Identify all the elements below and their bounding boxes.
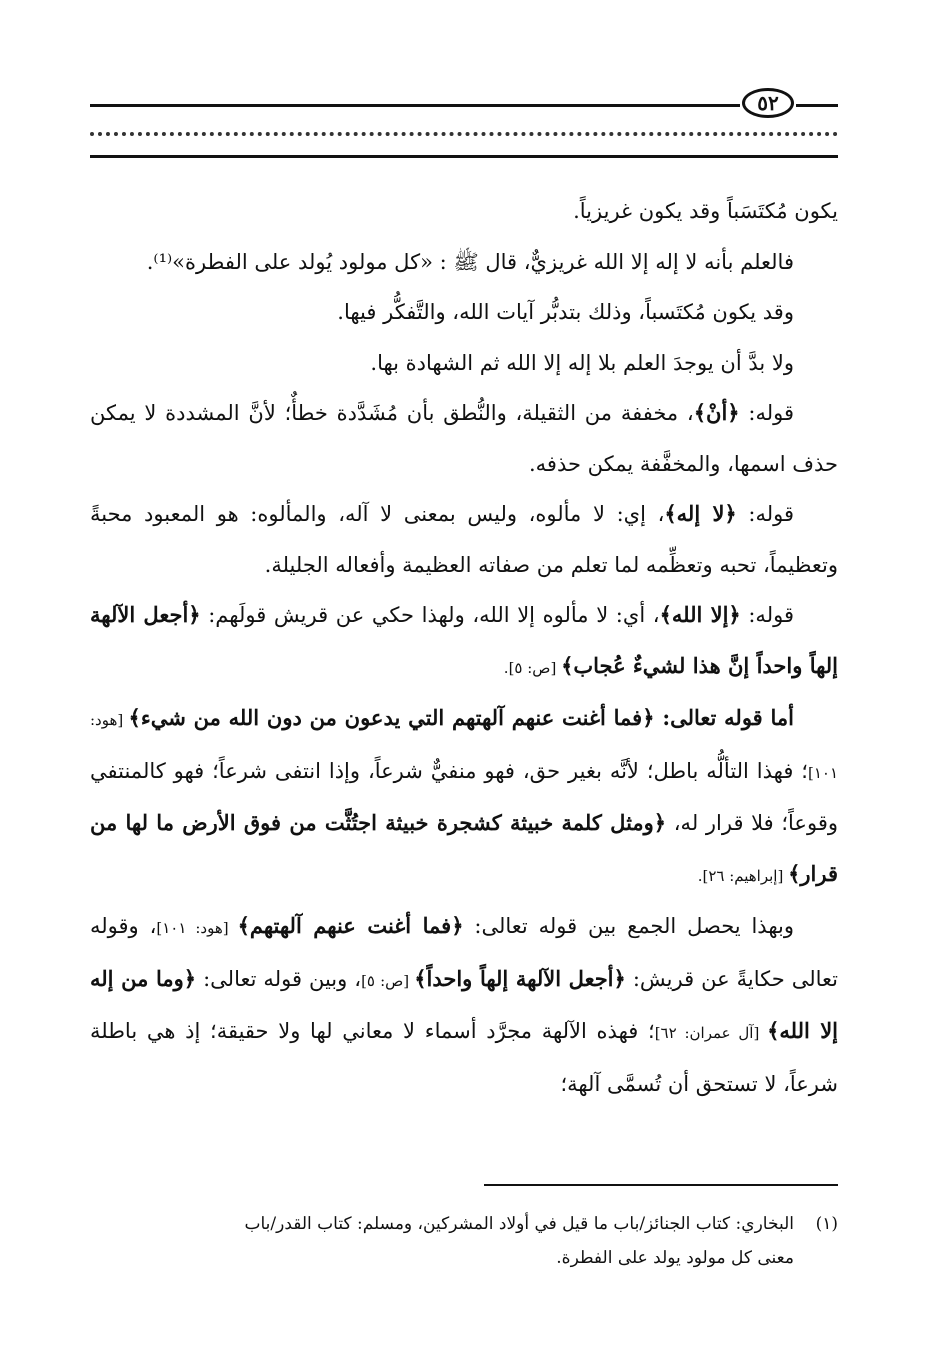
verse-reference: [ص: ٥]. [503, 658, 562, 677]
paragraph-jam [90, 901, 838, 1109]
text: قوله: [739, 401, 795, 425]
page-number: ٥٢ [742, 88, 794, 118]
quran-quote: ﴿أجعل الآلهة إلهاً واحداً إنَّ هذا لشيءٌ عُجاب﴾ [90, 602, 838, 678]
footnote-number: (١) [815, 1214, 838, 1234]
verse-reference: [هود: ١٠١] [90, 711, 838, 782]
footnote-separator [484, 1184, 838, 1186]
quran-quote: ﴿وما من إله إلا الله﴾ [90, 965, 839, 1043]
text: ، إي: لا مألوه، وليس بمعنى لا آله، والمألوه: هو المعبود محبةً وتعظيماً، تحبه وتعظِّمه لما تعلم من صفاته العظيمة وأفعاله الجليلة. [90, 502, 838, 577]
header-dotted-rule [90, 132, 838, 136]
page-header [90, 82, 838, 162]
quran-quote: ﴿أجعل الآلهة إلهاً واحداً﴾ [414, 965, 626, 991]
quran-quote: ﴿فما أغنت عنهم آلهتهم﴾ [237, 913, 464, 938]
main-text [90, 186, 838, 1109]
line-2: فالعلم بأنه لا إله إلا الله غريزيٌّ، قال ﷺ : «كل مولود يُولد على الفطرة»⁽¹⁾. [146, 249, 794, 274]
paragraph-la-ilah [90, 489, 838, 590]
text: أما قوله تعالى: [654, 705, 794, 730]
paragraph-illa-allah [90, 590, 838, 693]
verse-reference: [ص: ٥] [361, 971, 415, 990]
line-1: يكون مُكتَسَباً وقد يكون غريزياً. [573, 199, 838, 223]
paragraph-fama-aghnat [90, 693, 838, 901]
text: وبهذا يحصل الجمع بين قوله تعالى: [463, 914, 795, 938]
line-3: وقد يكون مُكتَسباً، وذلك بتدبُّر آيات الله، والتَّفكُّر فيها. [337, 300, 794, 324]
paragraph-an [90, 388, 838, 489]
line-4: ولا بدَّ أن يوجدَ العلم بلا إله إلا الله ثم الشهادة بها. [370, 350, 794, 375]
text: ؛ فهذا التألُّه باطل؛ لأنَّه بغير حق، فهو منفيٌّ شرعاً، وإذا انتفى شرعاً؛ فهو كالمنتفي وقوعاً؛ فلا قرار له، [90, 758, 838, 835]
text: ، وقوله تعالى حكايةً عن قريش: [90, 914, 838, 991]
verse-reference: [إبراهيم: ٢٦]. [697, 866, 789, 885]
quran-quote: ﴿فما أغنت عنهم آلهتهم التي يدعون من دون الله من شيء﴾ [128, 705, 655, 730]
header-rule-bottom [90, 155, 838, 158]
text: ، وبين قوله تعالى: [196, 966, 362, 991]
quran-quote: ﴿أنْ﴾ [693, 400, 740, 425]
text: قوله: [736, 502, 795, 526]
text: ؛ فهذه الآلهة مجرَّد أسماء لا معاني لها ولا حقيقة؛ إذ هي باطلة شرعاً، لا تستحق أن تُسمَّى آلهة؛ [90, 1019, 838, 1096]
header-rule-top-right [796, 104, 838, 107]
quran-quote: ﴿إلا الله﴾ [659, 602, 741, 627]
text: ، أي: لا مألوه إلا الله، ولهذا حكي عن قريش قولَهم: [200, 603, 660, 627]
text: ، مخففة من الثقيلة، والنُّطق بأن مُشَدَّدة خطأٌ؛ لأنَّ المشددة لا يمكن حذف اسمها، والمخفَّفة يمكن حذفه. [90, 401, 838, 476]
footnote-line-1 [90, 1207, 838, 1241]
verse-reference: [آل عمران: ٦٢] [654, 1024, 768, 1042]
footnote [90, 1207, 838, 1275]
footnote-line-2: معنى كل مولود يولد على الفطرة. [556, 1248, 794, 1268]
quran-quote: ﴿ومثل كلمة خبيثة كشجرة خبيثة اجتُثَّت من فوق الأرض ما لها من قرار﴾ [90, 810, 838, 886]
text: قوله: [740, 603, 794, 627]
footnote-text: البخاري: كتاب الجنائز/باب ما قيل في أولاد المشركين، ومسلم: كتاب القدر/باب [244, 1214, 794, 1234]
verse-reference: [هود: ١٠١] [156, 919, 238, 937]
quran-quote: ﴿لا إله﴾ [664, 501, 737, 526]
header-rule-top-left [90, 104, 740, 107]
